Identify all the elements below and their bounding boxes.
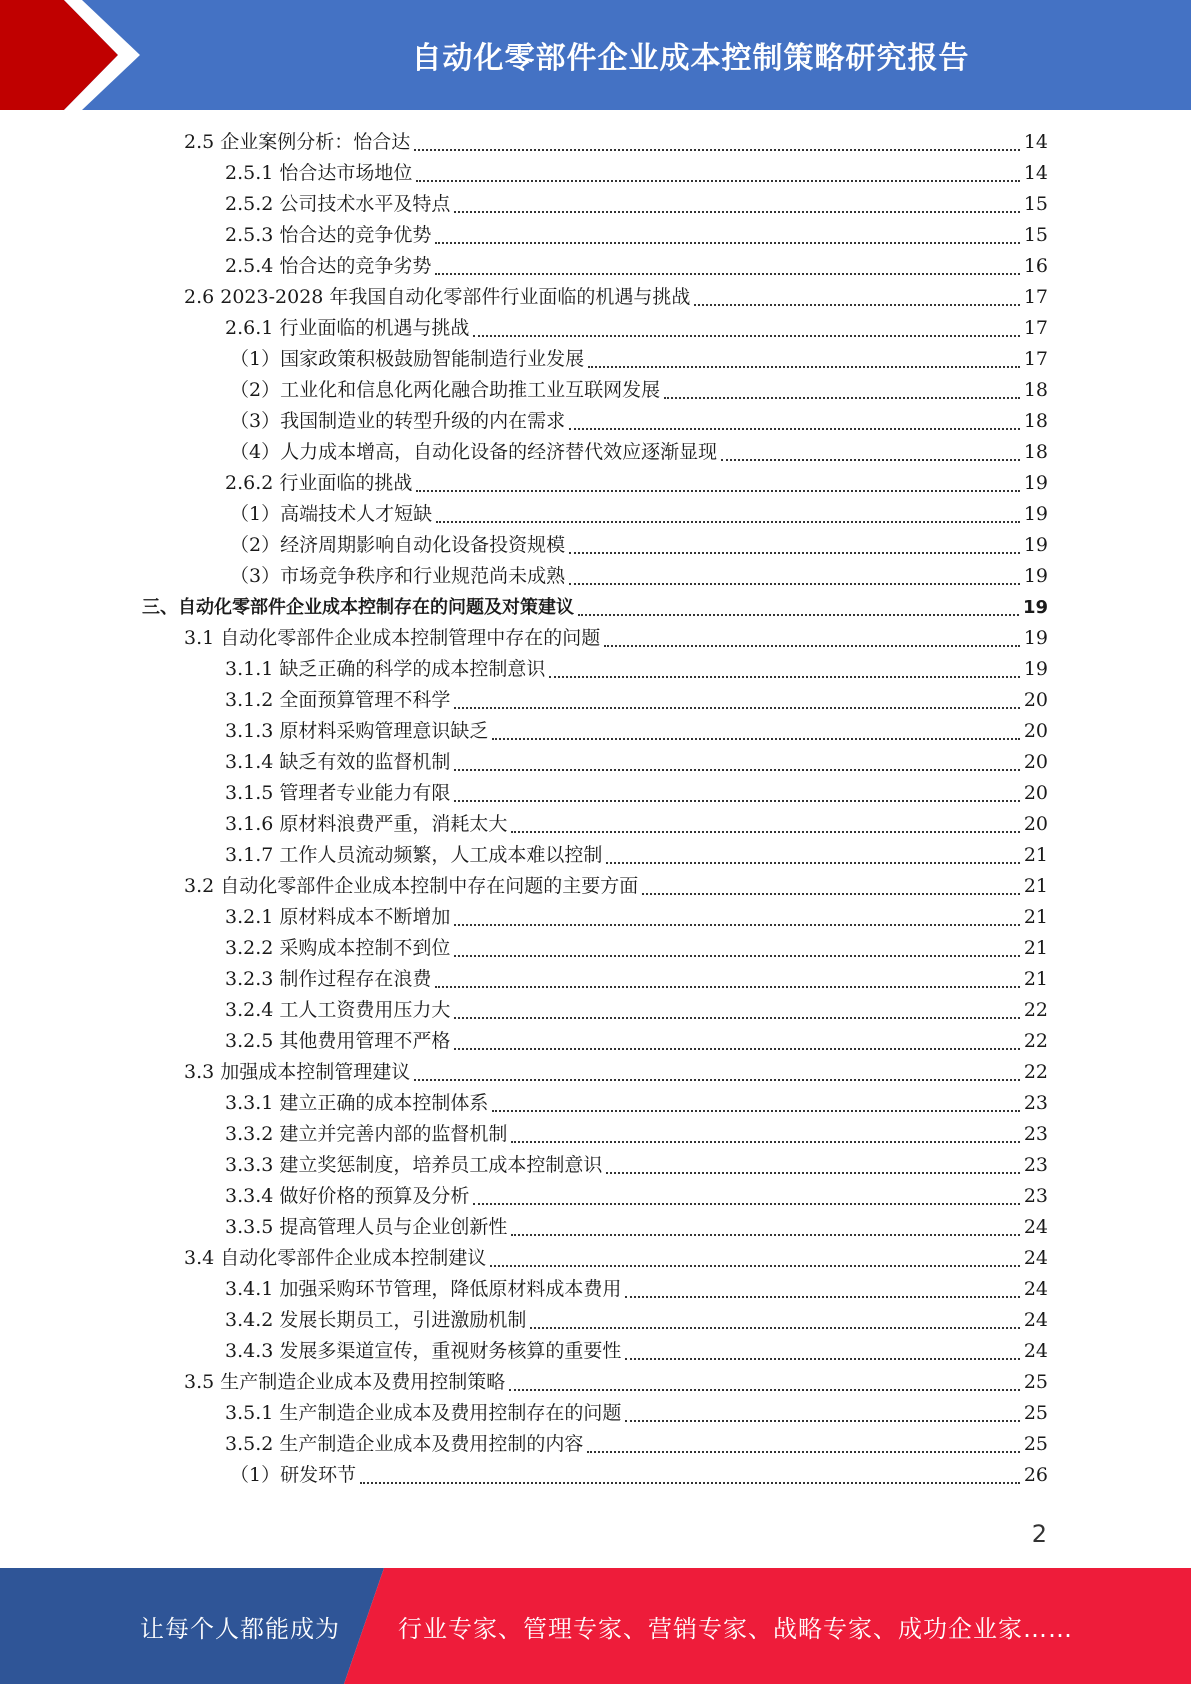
toc-entry-page: 20 [1023, 751, 1048, 773]
toc-dot-leader [490, 1264, 1020, 1267]
toc-entry-page: 23 [1023, 1123, 1048, 1145]
toc-dot-leader [509, 1388, 1020, 1391]
toc-entry-label: （1）研发环节 [230, 1464, 357, 1486]
toc-entry-page: 19 [1023, 565, 1048, 587]
toc-entry-label: （3）市场竞争秩序和行业规范尚未成熟 [230, 565, 566, 587]
toc-entry-label: 3.5.2 生产制造企业成本及费用控制的内容 [225, 1433, 584, 1455]
toc-entry[interactable] [225, 1026, 1048, 1057]
toc-entry[interactable] [225, 1150, 1048, 1181]
toc-entry-page: 20 [1023, 782, 1048, 804]
toc-entry-label: 2.5.1 怡合达市场地位 [225, 162, 413, 184]
toc-dot-leader [578, 613, 1019, 616]
toc-dot-leader [511, 1233, 1019, 1236]
toc-entry-label: 3.4.2 发展长期员工，引进激励机制 [225, 1309, 527, 1331]
footer-band [0, 1568, 1191, 1684]
toc-entry-page: 20 [1023, 813, 1048, 835]
toc-dot-leader [454, 1016, 1019, 1019]
toc-entry-page: 15 [1023, 224, 1048, 246]
toc-dot-leader [454, 799, 1019, 802]
toc-entry-page: 25 [1023, 1402, 1048, 1424]
toc-entry[interactable] [184, 1367, 1048, 1398]
toc-entry-page: 23 [1023, 1185, 1048, 1207]
toc-entry-label: （1）高端技术人才短缺 [230, 503, 433, 525]
toc-entry-page: 24 [1023, 1278, 1048, 1300]
toc-entry[interactable] [225, 809, 1048, 840]
toc-entry-label: 3.2.3 制作过程存在浪费 [225, 968, 432, 990]
toc-entry[interactable] [225, 1398, 1048, 1429]
toc-entry[interactable] [225, 1336, 1048, 1367]
toc-entry-label: 三、自动化零部件企业成本控制存在的问题及对策建议 [142, 597, 574, 618]
toc-dot-leader [473, 1202, 1019, 1205]
toc-dot-leader [625, 1295, 1019, 1298]
toc-dot-leader [454, 923, 1019, 926]
toc-entry[interactable] [225, 220, 1048, 251]
toc-entry[interactable] [225, 1305, 1048, 1336]
toc-dot-leader [587, 1450, 1019, 1453]
toc-entry-label: 3.1.7 工作人员流动频繁，人工成本难以控制 [225, 844, 603, 866]
toc-entry-label: （2）工业化和信息化两化融合助推工业互联网发展 [230, 379, 661, 401]
toc-dot-leader [473, 334, 1019, 337]
toc-entry[interactable] [230, 499, 1048, 530]
toc-entry-label: 2.6.2 行业面临的挑战 [225, 472, 413, 494]
toc-dot-leader [606, 861, 1019, 864]
toc-entry-label: 3.2.4 工人工资费用压力大 [225, 999, 451, 1021]
toc-entry-page: 20 [1023, 720, 1048, 742]
toc-entry[interactable] [225, 964, 1048, 995]
toc-entry[interactable] [225, 468, 1048, 499]
toc-dot-leader [414, 1078, 1020, 1081]
toc-entry-label: 2.6 2023-2028 年我国自动化零部件行业面临的机遇与挑战 [184, 286, 691, 308]
toc-dot-leader [664, 396, 1020, 399]
toc-dot-leader [606, 1171, 1019, 1174]
toc-entry-label: 3.5 生产制造企业成本及费用控制策略 [184, 1371, 506, 1393]
toc-entry-page: 14 [1023, 162, 1048, 184]
toc-dot-leader [435, 272, 1019, 275]
toc-dot-leader [530, 1326, 1019, 1329]
toc-entry[interactable] [230, 375, 1048, 406]
toc-dot-leader [416, 179, 1019, 182]
toc-entry-label: 3.2.2 采购成本控制不到位 [225, 937, 451, 959]
toc-entry[interactable] [225, 1212, 1048, 1243]
toc-entry-label: 3.1.1 缺乏正确的科学的成本控制意识 [225, 658, 546, 680]
toc-entry-label: 2.5.3 怡合达的竞争优势 [225, 224, 432, 246]
toc-entry[interactable] [225, 685, 1048, 716]
toc-entry[interactable] [225, 1181, 1048, 1212]
toc-entry-page: 18 [1023, 379, 1048, 401]
toc-entry-page: 21 [1023, 968, 1048, 990]
toc-entry-page: 25 [1023, 1371, 1048, 1393]
footer-slogan-left: 让每个人都能成为 [140, 1614, 340, 1643]
toc-entry-page: 22 [1023, 1030, 1048, 1052]
toc-dot-leader [642, 892, 1020, 895]
toc-dot-leader [625, 1357, 1019, 1360]
toc-dot-leader [569, 427, 1020, 430]
toc-entry-page: 19 [1023, 503, 1048, 525]
toc-entry[interactable] [184, 1243, 1048, 1274]
toc-entry[interactable] [225, 189, 1048, 220]
toc-entry-label: 3.1.2 全面预算管理不科学 [225, 689, 451, 711]
toc-entry[interactable] [225, 1274, 1048, 1305]
toc-entry-page: 18 [1023, 410, 1048, 432]
toc-dot-leader [721, 458, 1020, 461]
toc-entry[interactable] [230, 561, 1048, 592]
toc-entry[interactable] [225, 933, 1048, 964]
toc-entry-page: 24 [1023, 1247, 1048, 1269]
toc-entry[interactable] [184, 282, 1048, 313]
toc-entry-page: 23 [1023, 1092, 1048, 1114]
toc-entry-label: 3.1.4 缺乏有效的监督机制 [225, 751, 451, 773]
toc-entry-page: 24 [1023, 1340, 1048, 1362]
toc-entry[interactable] [230, 1460, 1048, 1491]
toc-entry-label: 3.3.1 建立正确的成本控制体系 [225, 1092, 489, 1114]
toc-dot-leader [436, 520, 1020, 523]
toc-entry-page: 24 [1023, 1309, 1048, 1331]
page-number: 2 [1031, 1520, 1047, 1548]
toc-dot-leader [416, 489, 1019, 492]
toc-entry-page: 23 [1023, 1154, 1048, 1176]
toc-entry-page: 14 [1023, 131, 1048, 153]
toc-entry[interactable] [230, 530, 1048, 561]
toc-entry-label: 2.5.2 公司技术水平及特点 [225, 193, 451, 215]
toc-entry-label: 3.3.5 提高管理人员与企业创新性 [225, 1216, 508, 1238]
toc-entry-page: 19 [1023, 658, 1048, 680]
toc-dot-leader [435, 985, 1019, 988]
toc-entry-page: 25 [1023, 1433, 1048, 1455]
toc-entry-label: 2.6.1 行业面临的机遇与挑战 [225, 317, 470, 339]
toc-entry[interactable] [225, 902, 1048, 933]
toc-entry-label: 3.3.3 建立奖惩制度，培养员工成本控制意识 [225, 1154, 603, 1176]
toc-entry-page: 21 [1023, 875, 1048, 897]
footer-slogan-right: 行业专家、管理专家、营销专家、战略专家、成功企业家…… [398, 1614, 1073, 1643]
toc-entry-page: 20 [1023, 689, 1048, 711]
toc-entry-label: 3.4.3 发展多渠道宣传，重视财务核算的重要性 [225, 1340, 622, 1362]
toc-entry-page: 21 [1023, 906, 1048, 928]
toc-entry-page: 19 [1023, 534, 1048, 556]
toc-entry-page: 22 [1023, 1061, 1048, 1083]
toc-entry[interactable] [225, 778, 1048, 809]
toc-dot-leader [454, 1047, 1019, 1050]
toc-entry-label: 3.1 自动化零部件企业成本控制管理中存在的问题 [184, 627, 601, 649]
document-title: 自动化零部件企业成本控制策略研究报告 [411, 41, 970, 76]
toc-entry-label: 3.2.5 其他费用管理不严格 [225, 1030, 451, 1052]
toc-entry[interactable] [225, 840, 1048, 871]
toc-entry-page: 19 [1023, 627, 1048, 649]
toc-entry[interactable] [225, 654, 1048, 685]
toc-entry[interactable] [225, 158, 1048, 189]
toc-entry[interactable] [184, 623, 1048, 654]
toc-entry-label: （4）人力成本增高，自动化设备的经济替代效应逐渐显现 [230, 441, 718, 463]
toc-entry-page: 17 [1023, 348, 1048, 370]
toc-entry-label: 2.5 企业案例分析：怡合达 [184, 131, 411, 153]
toc-dot-leader [454, 954, 1019, 957]
toc-entry-page: 22 [1023, 999, 1048, 1021]
toc-dot-leader [569, 551, 1020, 554]
toc-entry[interactable] [184, 1057, 1048, 1088]
header-band [0, 0, 1191, 110]
toc-entry-page: 21 [1023, 844, 1048, 866]
toc-entry-label: 3.2.1 原材料成本不断增加 [225, 906, 451, 928]
toc-dot-leader [492, 1109, 1019, 1112]
toc-dot-leader [454, 706, 1019, 709]
toc-dot-leader [588, 365, 1020, 368]
toc-dot-leader [414, 148, 1020, 151]
toc-dot-leader [435, 241, 1019, 244]
toc-dot-leader [511, 830, 1019, 833]
toc-dot-leader [454, 210, 1019, 213]
toc-entry[interactable] [225, 1119, 1048, 1150]
toc-dot-leader [569, 582, 1020, 585]
toc-entry-page: 15 [1023, 193, 1048, 215]
toc-entry-page: 19 [1023, 472, 1048, 494]
toc-dot-leader [625, 1419, 1019, 1422]
toc-entry-label: 3.3.2 建立并完善内部的监督机制 [225, 1123, 508, 1145]
toc-entry-label: 3.4.1 加强采购环节管理，降低原材料成本费用 [225, 1278, 622, 1300]
toc-entry-label: 3.1.3 原材料采购管理意识缺乏 [225, 720, 489, 742]
toc-entry-page: 19 [1022, 597, 1048, 618]
toc-entry-label: （2）经济周期影响自动化设备投资规模 [230, 534, 566, 556]
toc-entry-label: 3.4 自动化零部件企业成本控制建议 [184, 1247, 487, 1269]
toc-entry-label: （3）我国制造业的转型升级的内在需求 [230, 410, 566, 432]
toc-entry-page: 26 [1023, 1464, 1048, 1486]
toc-entry-label: （1）国家政策积极鼓励智能制造行业发展 [230, 348, 585, 370]
toc-entry-label: 3.1.6 原材料浪费严重，消耗太大 [225, 813, 508, 835]
toc-entry-page: 21 [1023, 937, 1048, 959]
toc-entry[interactable] [225, 716, 1048, 747]
toc-entry[interactable] [142, 592, 1048, 623]
toc-entry-label: 2.5.4 怡合达的竞争劣势 [225, 255, 432, 277]
toc-entry[interactable] [225, 1429, 1048, 1460]
toc-dot-leader [360, 1481, 1020, 1484]
toc-dot-leader [454, 768, 1019, 771]
toc-entry[interactable] [184, 871, 1048, 902]
toc-entry[interactable] [230, 437, 1048, 468]
toc-entry-label: 3.1.5 管理者专业能力有限 [225, 782, 451, 804]
toc-entry-label: 3.3.4 做好价格的预算及分析 [225, 1185, 470, 1207]
toc-entry[interactable] [184, 127, 1048, 158]
toc-entry[interactable] [230, 406, 1048, 437]
toc-entry[interactable] [230, 344, 1048, 375]
toc-entry-label: 3.2 自动化零部件企业成本控制中存在问题的主要方面 [184, 875, 639, 897]
toc-entry[interactable] [225, 747, 1048, 778]
toc-entry[interactable] [225, 1088, 1048, 1119]
toc-entry[interactable] [225, 995, 1048, 1026]
toc-dot-leader [694, 303, 1019, 306]
toc-dot-leader [604, 644, 1020, 647]
toc-dot-leader [492, 737, 1019, 740]
toc-entry-label: 3.5.1 生产制造企业成本及费用控制存在的问题 [225, 1402, 622, 1424]
header-chevron-icon [0, 0, 160, 110]
toc-entry-page: 16 [1023, 255, 1048, 277]
toc-entry-page: 24 [1023, 1216, 1048, 1238]
toc-entry-page: 17 [1023, 286, 1048, 308]
toc-entry[interactable] [225, 313, 1048, 344]
toc-dot-leader [511, 1140, 1019, 1143]
toc-entry-page: 17 [1023, 317, 1048, 339]
toc-dot-leader [549, 675, 1019, 678]
toc-entry-page: 18 [1023, 441, 1048, 463]
toc-entry[interactable] [225, 251, 1048, 282]
toc-entry-label: 3.3 加强成本控制管理建议 [184, 1061, 411, 1083]
